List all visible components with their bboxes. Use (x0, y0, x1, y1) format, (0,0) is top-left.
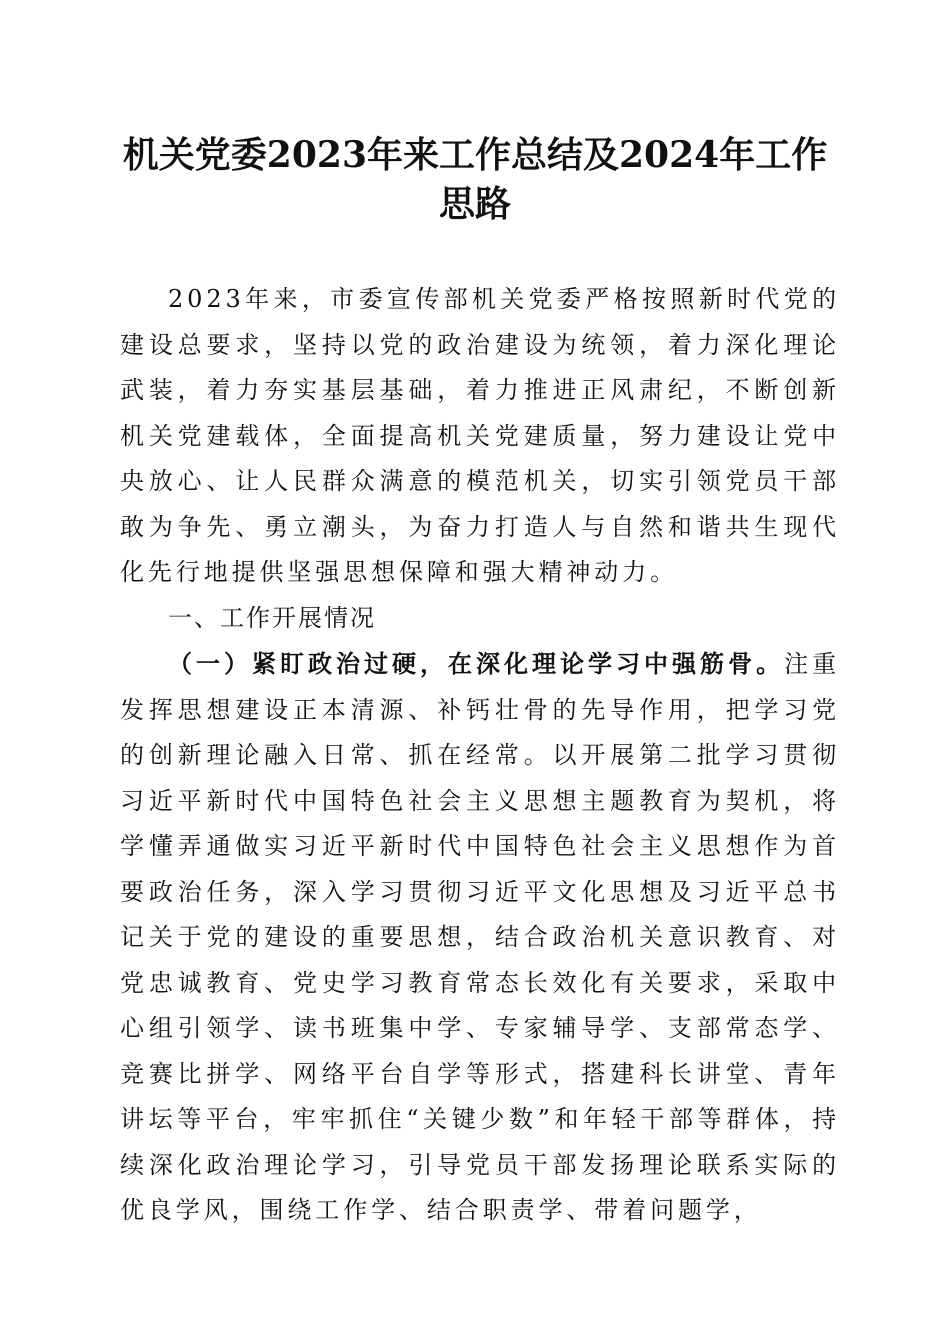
intro-paragraph: 2023年来，市委宣传部机关党委严格按照新时代党的建设总要求，坚持以党的政治建设为统领，着力深化理论武装，着力夯实基层基础，着力推进正风肃纪，不断创新机关党建载体，全面提高机关党建质量，努力建设让党中央放心、让人民群众满意的模范机关，切实引领党员干部敢为争先、勇立潮头，为奋力打造人与自然和谐共生现代化先行地提供坚强思想保障和强大精神动力。 (120, 285, 840, 586)
paragraph-text: 注重发挥思想建设正本清源、补钙壮骨的先导作用，把学习党的创新理论融入日常、抓在经常。以开展第二批学习贯彻习近平新时代中国特色社会主义思想主题教育为契机，将学懂弄通做实习近平新时代中国特色社会主义思想作为首要政治任务，深入学习贯彻习近平文化思想及习近平总书记关于党的建设的重要思想，结合政治机关意识教育、对党忠诚教育、党史学习教育常态长效化有关要求，采取中心组引领学、读书班集中学、专家辅导学、支部常态学、竞赛比拼学、网络平台自学等形式，搭建科长讲堂、青年讲坛等平台，牢牢抓住“关键少数”和年轻干部等群体，持续深化政治理论学习，引导党员干部发扬理论联系实际的优良学风，围绕工作学、结合职责学、带着问题学， (120, 650, 840, 1224)
document-body (120, 277, 840, 1234)
document-title: 机关党委2023年来工作总结及2024年工作思路 (122, 134, 828, 225)
section-heading: 一、工作开展情况 (168, 603, 376, 632)
section-paragraph (120, 641, 840, 1234)
paragraph-lead: （一）紧盯政治过硬，在深化理论学习中强筋骨。 (168, 649, 785, 678)
